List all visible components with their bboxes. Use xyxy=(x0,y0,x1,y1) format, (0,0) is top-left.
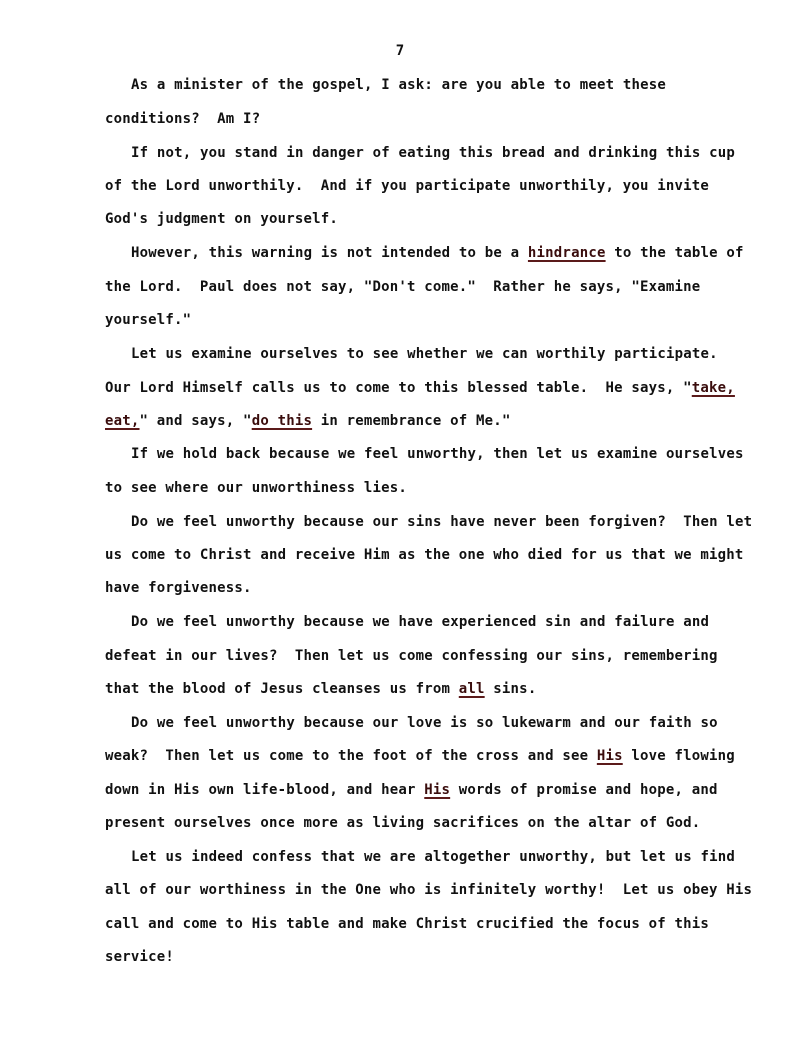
text-run: Do we feel unworthy because we have experienced sin and failure and xyxy=(131,614,710,630)
text-run: us come to Christ and receive Him as the one who died for us that we might xyxy=(105,547,744,563)
text-run: in remembrance of Me." xyxy=(312,413,511,429)
text-run: sins. xyxy=(484,681,537,697)
text-run: If not, you stand in danger of eating this bread and drinking this cup xyxy=(131,145,736,161)
underlined-text: all xyxy=(458,681,485,697)
text-line xyxy=(131,77,666,93)
text-line xyxy=(105,380,735,396)
text-line xyxy=(131,346,718,362)
text-line xyxy=(105,815,700,831)
underlined-text: His xyxy=(596,748,623,764)
text-line xyxy=(105,580,252,596)
underlined-text: take, xyxy=(691,380,735,396)
text-run: words of promise and hope, and xyxy=(450,782,718,798)
text-line xyxy=(131,245,744,261)
text-line xyxy=(105,480,407,496)
text-run: have forgiveness. xyxy=(105,580,252,596)
text-line xyxy=(105,312,191,328)
text-line xyxy=(131,715,718,731)
underlined-text: hindrance xyxy=(527,245,606,261)
text-line xyxy=(105,111,260,127)
text-line xyxy=(105,413,511,429)
underlined-text: do this xyxy=(251,413,313,429)
text-line xyxy=(105,782,718,798)
text-run: love flowing xyxy=(622,748,735,764)
text-run: Do we feel unworthy because our love is so lukewarm and our faith so xyxy=(131,715,718,731)
text-run: Let us examine ourselves to see whether we can worthily participate. xyxy=(131,346,718,362)
text-run: Do we feel unworthy because our sins have never been forgiven? Then let xyxy=(131,514,753,530)
text-run: Our Lord Himself calls us to come to this blessed table. He says, " xyxy=(105,380,692,396)
text-run: God's judgment on yourself. xyxy=(105,211,338,227)
text-line xyxy=(131,849,735,865)
text-run: call and come to His table and make Christ crucified the focus of this xyxy=(105,916,710,932)
text-run: present ourselves once more as living sacrifices on the altar of God. xyxy=(105,815,701,831)
text-run: to the table of xyxy=(605,245,744,261)
text-run: However, this warning is not intended to be a xyxy=(131,245,528,261)
text-line xyxy=(131,514,752,530)
text-run: As a minister of the gospel, I ask: are you able to meet these xyxy=(131,77,666,93)
text-run: conditions? Am I? xyxy=(105,111,261,127)
text-run: If we hold back because we feel unworthy, then let us examine ourselves xyxy=(131,446,744,462)
underlined-text: eat, xyxy=(105,413,140,429)
text-run: " and says, " xyxy=(139,413,252,429)
text-run: service! xyxy=(105,949,175,965)
text-line xyxy=(105,547,744,563)
page-number: 7 xyxy=(395,43,405,59)
text-run: defeat in our lives? Then let us come confessing our sins, remembering xyxy=(105,648,718,664)
text-line xyxy=(105,748,735,764)
text-line xyxy=(105,681,536,697)
text-run: of the Lord unworthily. And if you participate unworthily, you invite xyxy=(105,178,710,194)
underlined-text: His xyxy=(424,782,451,798)
text-line xyxy=(131,614,709,630)
text-run: weak? Then let us come to the foot of the cross and see xyxy=(105,748,597,764)
text-line xyxy=(105,178,709,194)
text-line xyxy=(105,279,700,295)
text-run: yourself." xyxy=(105,312,192,328)
text-line xyxy=(105,882,752,898)
text-line xyxy=(105,648,718,664)
text-run: Let us indeed confess that we are altogether unworthy, but let us find xyxy=(131,849,736,865)
text-run: that the blood of Jesus cleanses us from xyxy=(105,681,459,697)
text-run: the Lord. Paul does not say, "Don't come." Rather he says, "Examine xyxy=(105,279,701,295)
text-line xyxy=(105,916,709,932)
text-line xyxy=(105,949,174,965)
text-line xyxy=(105,211,338,227)
text-run: all of our worthiness in the One who is infinitely worthy! Let us obey His xyxy=(105,882,753,898)
text-line xyxy=(131,145,735,161)
text-line xyxy=(131,446,744,462)
text-run: to see where our unworthiness lies. xyxy=(105,480,408,496)
text-run: down in His own life-blood, and hear xyxy=(105,782,425,798)
